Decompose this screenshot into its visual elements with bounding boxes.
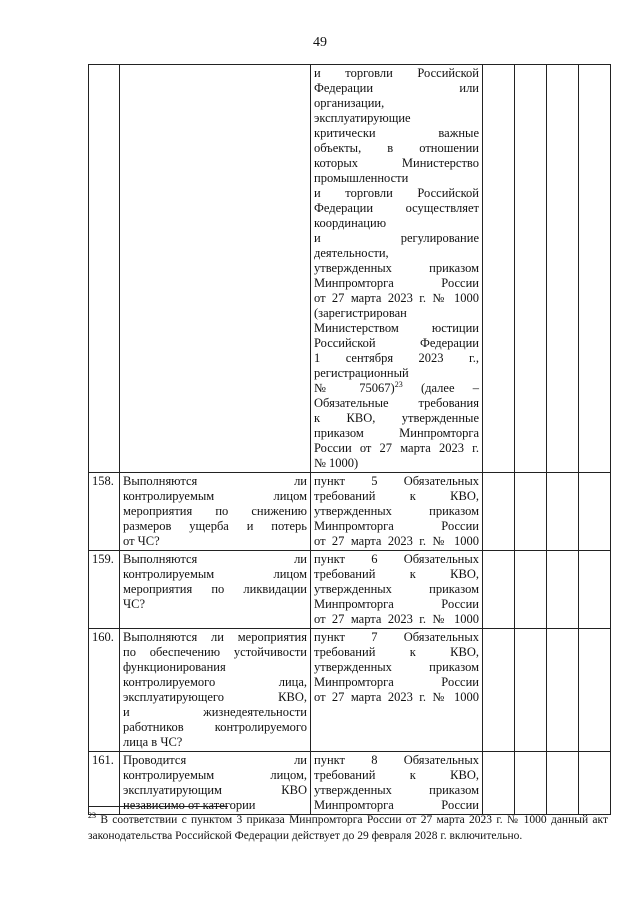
text-line: пункт 8 Обязательных [314, 753, 479, 767]
text-line: пункт 7 Обязательных [314, 630, 479, 644]
empty-cell [515, 629, 547, 752]
text-line: Федерации осуществляет [314, 201, 479, 215]
reference-cell [311, 65, 483, 473]
text-line: пункт 6 Обязательных [314, 552, 479, 566]
text-line: контролируемым лицом [123, 567, 307, 581]
reference-cell [311, 551, 483, 629]
text-line: размеров ущерба и потерь [123, 519, 307, 533]
row-number: 160. [89, 629, 120, 752]
text-line: которых Министерство [314, 156, 479, 170]
text-line: № 1000) [314, 456, 359, 470]
text-line: контролируемым лицом, [123, 768, 307, 782]
text-line: Выполняются ли [123, 474, 307, 488]
footnote-line: законодательства Российской Федерации действует до 29 февраля 2028 г. включительно. [88, 830, 523, 842]
text-line: требований к КВО, [314, 489, 479, 503]
question-cell [120, 65, 311, 473]
text-line: пункт 5 Обязательных [314, 474, 479, 488]
text-line: и жизнедеятельности [123, 705, 307, 719]
row-number: 159. [89, 551, 120, 629]
text-line: Российской Федерации [314, 336, 479, 350]
text-line: эксплуатирующие [314, 111, 411, 125]
question-cell [120, 551, 311, 629]
text-line: от 27 марта 2023 г. № 1000 [314, 534, 479, 548]
text-line: от 27 марта 2023 г. № 1000 [314, 612, 479, 626]
text-line: от ЧС? [123, 534, 160, 548]
text-line: Выполняются ли мероприятия [123, 630, 307, 644]
text-line: деятельности, [314, 246, 389, 260]
question-cell [120, 473, 311, 551]
text-line: утвержденных приказом [314, 660, 479, 674]
text-line: требований к КВО, [314, 645, 479, 659]
row-number: 161. [89, 752, 120, 815]
table-row [89, 551, 611, 629]
row-number-cell [89, 65, 120, 473]
text-line: мероприятия по снижению [123, 504, 307, 518]
table-row [89, 629, 611, 752]
text-line: России от 27 марта 2023 г. [314, 441, 479, 455]
text-line: и регулирование [314, 231, 479, 245]
empty-cell [547, 752, 579, 815]
text-line: от 27 марта 2023 г. № 1000 [314, 690, 479, 704]
text-line: утвержденных приказом [314, 582, 479, 596]
empty-cell [483, 752, 515, 815]
table-row-continued [89, 65, 611, 473]
text-line: Минпромторга России [314, 519, 479, 533]
footnote-mark: 23 [88, 811, 96, 821]
text-line: функционирования [123, 660, 226, 674]
text-line: организации, [314, 96, 385, 110]
text-line: Министерством юстиции [314, 321, 479, 335]
reference-cell [311, 752, 483, 815]
empty-cell [515, 752, 547, 815]
footnote [88, 812, 608, 844]
text-line: промышленности [314, 171, 409, 185]
text-line: 1 сентября 2023 г., [314, 351, 479, 365]
text-line: контролируемого лица, [123, 675, 307, 689]
text-line: требований к КВО, [314, 567, 479, 581]
empty-cell [483, 65, 515, 473]
text-line: Обязательные требования [314, 396, 479, 410]
text-line: Минпромторга России [314, 798, 479, 812]
text-line: объекты, в отношении [314, 141, 479, 155]
empty-cell [579, 752, 611, 815]
empty-cell [515, 473, 547, 551]
page-number: 49 [313, 35, 327, 50]
checklist-table [88, 64, 611, 815]
text-line: и торговли Российской [314, 66, 479, 80]
text-line: Проводится ли [123, 753, 307, 767]
text-line: регистрационный [314, 366, 409, 380]
empty-cell [515, 65, 547, 473]
text-line: Выполняются ли [123, 552, 307, 566]
empty-cell [515, 551, 547, 629]
text-line: координацию [314, 216, 387, 230]
empty-cell [547, 551, 579, 629]
text-line: (зарегистрирован [314, 306, 407, 320]
row-number: 158. [89, 473, 120, 551]
reference-line: № 75067)$^{23}$ (далее – [314, 379, 480, 395]
text-line: лица в ЧС? [123, 735, 183, 749]
empty-cell [547, 473, 579, 551]
empty-cell [579, 551, 611, 629]
empty-cell [483, 473, 515, 551]
empty-cell [547, 65, 579, 473]
footnote-divider [88, 806, 228, 807]
text-line: к КВО, утвержденные [314, 411, 479, 425]
text-line: утвержденных приказом [314, 504, 479, 518]
text-line: утвержденных приказом [314, 783, 479, 797]
text-line: Минпромторга России [314, 675, 479, 689]
text-line: Минпромторга России [314, 276, 479, 290]
text-line: критически важные [314, 126, 479, 140]
table-row [89, 473, 611, 551]
text-line: независимо от категории [123, 798, 256, 812]
empty-cell [579, 65, 611, 473]
text-line: требований к КВО, [314, 768, 479, 782]
text-line: контролируемым лицом [123, 489, 307, 503]
text-line: от 27 марта 2023 г. № 1000 [314, 291, 479, 305]
empty-cell [579, 473, 611, 551]
text-line: приказом Минпромторга [314, 426, 479, 440]
text-line: работников контролируемого [123, 720, 307, 734]
text-line: Минпромторга России [314, 597, 479, 611]
empty-cell [579, 629, 611, 752]
empty-cell [547, 629, 579, 752]
empty-cell [483, 551, 515, 629]
text-line: Федерации или [314, 81, 479, 95]
text-line: мероприятия по ликвидации [123, 582, 307, 596]
text-line: эксплуатирующего КВО, [123, 690, 307, 704]
footnote-mark: 23 [394, 379, 403, 389]
text-line: и торговли Российской [314, 186, 479, 200]
empty-cell [483, 629, 515, 752]
reference-cell [311, 629, 483, 752]
question-cell [120, 629, 311, 752]
text-line: по обеспечению устойчивости [123, 645, 307, 659]
text-line: утвержденных приказом [314, 261, 479, 275]
reference-cell [311, 473, 483, 551]
footnote-line: $^{23}$ В соответствии с пунктом 3 приказа Минпромторга России от 27 марта 2023 г. № 1000 данный акт [88, 811, 609, 826]
text-line: ЧС? [123, 597, 146, 611]
text-line: эксплуатирующим КВО [123, 783, 307, 797]
